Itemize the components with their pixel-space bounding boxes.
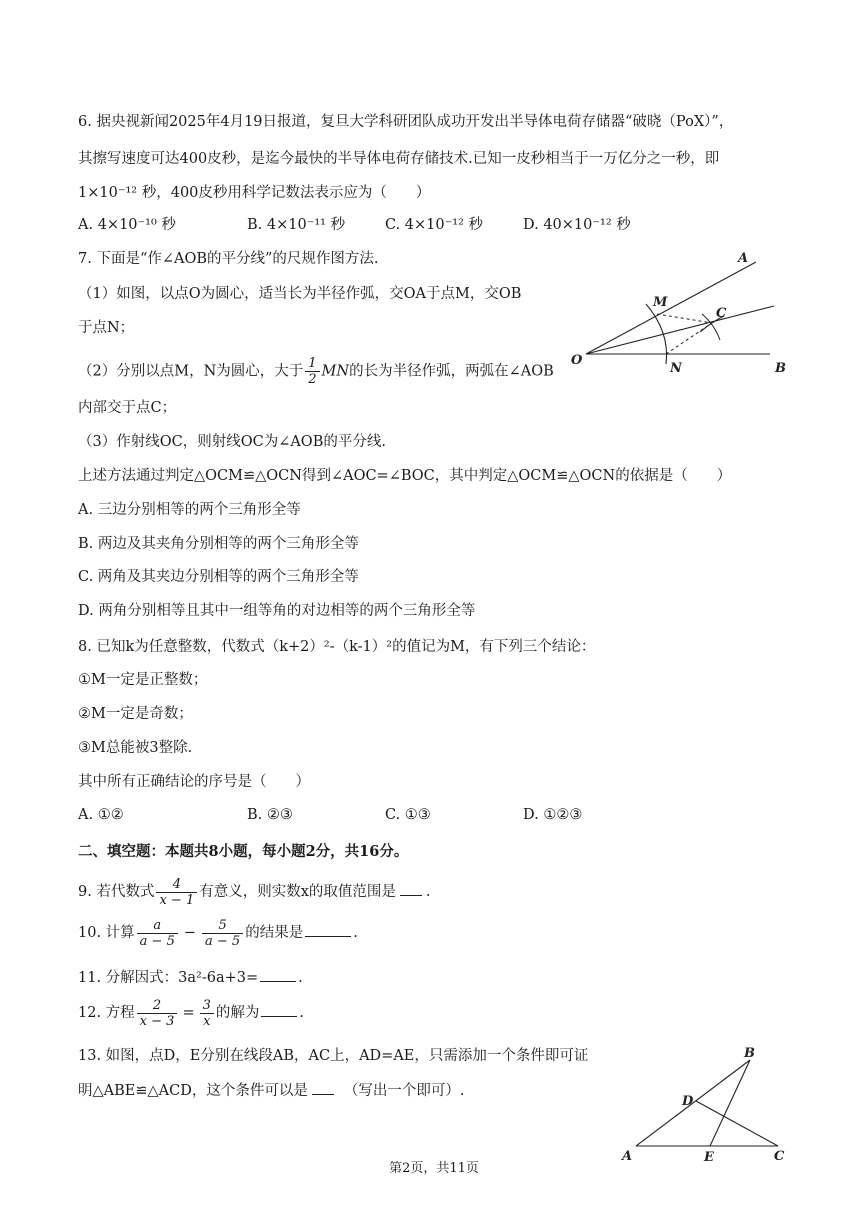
- q8-option-b: B. ②③: [247, 807, 293, 823]
- q10-num2: 5: [218, 917, 227, 933]
- q9-fraction: [156, 877, 197, 908]
- q12-den2: x: [200, 1013, 214, 1029]
- q7-step2a-post: 的长为半径作弧，两弧在∠AOB: [349, 363, 554, 380]
- page-footer: 第2页，共11页: [389, 1161, 479, 1176]
- q11-line: [78, 967, 303, 988]
- q12-post: 的解为: [215, 1005, 260, 1021]
- label-n: N: [670, 361, 682, 376]
- q9-post: 有意义，则实数x的取值范围是: [199, 884, 396, 900]
- label-o: O: [571, 353, 583, 368]
- half-num: 1: [308, 356, 317, 371]
- q10-minus: −: [183, 925, 197, 941]
- q13-line2-post: （写出一个即可）.: [343, 1083, 465, 1099]
- q12-pre: 12. 方程: [78, 1005, 135, 1021]
- q6-option-c: C. 4×10⁻¹² 秒: [385, 217, 484, 233]
- q7-step3: （3）作射线OC，则射线OC为∠AOB的平分线.: [78, 434, 386, 450]
- q10-post: 的结果是: [245, 925, 304, 941]
- q11-end: .: [298, 970, 303, 986]
- q12-num2: 3: [202, 997, 211, 1013]
- q8-option-a: A. ①②: [78, 807, 124, 823]
- q10-pre: 10. 计算: [78, 925, 135, 941]
- q6-option-a: A. 4×10⁻¹⁰ 秒: [78, 217, 176, 233]
- q7-step2a-pre: （2）分别以点M，N为圆心，大于: [78, 363, 304, 380]
- q7-option-b: B. 两边及其夹角分别相等的两个三角形全等: [78, 536, 359, 552]
- mn-label: MN: [321, 363, 350, 380]
- q7-step2b: 内部交于点C；: [78, 400, 177, 416]
- q8-question: 其中所有正确结论的序号是（ ）: [78, 774, 310, 790]
- q11-text: 11. 分解因式：3a²-6a+3=: [78, 970, 259, 986]
- label-a: A: [738, 251, 749, 266]
- q8-line1: 8. 已知k为任意整数，代数式（k+2）²-（k-1）²的值记为M，有下列三个结论：: [78, 639, 596, 655]
- half-den: 2: [305, 371, 319, 387]
- q9-end: .: [425, 884, 431, 900]
- q7-step2a: [78, 356, 554, 387]
- q9-pre: 9. 若代数式: [78, 884, 155, 900]
- q10-answer-blank[interactable]: [305, 922, 351, 937]
- q10-den2: a − 5: [202, 933, 243, 949]
- q12-eq: =: [182, 1005, 195, 1021]
- label-b: B: [775, 361, 786, 376]
- label-e: E: [704, 1150, 714, 1162]
- q11-answer-blank[interactable]: [260, 967, 296, 982]
- q10-line: [78, 916, 358, 950]
- section-2-heading: 二、填空题：本题共8小题，每小题2分，共16分。: [78, 843, 409, 860]
- label-c: C: [716, 306, 727, 321]
- angle-bisector-figure: [568, 246, 798, 378]
- q7-step1b: 于点N；: [78, 320, 135, 336]
- q6-option-b: B. 4×10⁻¹¹ 秒: [247, 217, 346, 233]
- q8-conclusion-1: ①M一定是正整数；: [78, 672, 208, 688]
- label-c2: C: [774, 1149, 785, 1162]
- q6-line1: 6. 据央视新闻2025年4月19日报道，复旦大学科研团队成功开发出半导体电荷存储器“破晓（PoX）”，: [78, 114, 734, 130]
- q6-option-d: D. 40×10⁻¹² 秒: [523, 217, 631, 233]
- q9-den: x − 1: [156, 892, 197, 908]
- q8-conclusion-3: ③M总能被3整除.: [78, 740, 193, 756]
- q10-num1: a: [153, 917, 162, 933]
- q12-line: [78, 996, 304, 1030]
- segment-be: [710, 1060, 750, 1146]
- label-d: D: [682, 1094, 694, 1109]
- q10-end: .: [353, 925, 358, 941]
- q8-option-d: D. ①②③: [523, 807, 583, 823]
- label-b2: B: [744, 1046, 755, 1061]
- q13-answer-blank[interactable]: [312, 1080, 334, 1095]
- label-a2: A: [622, 1149, 633, 1162]
- q7-step1a: （1）如图，以点O为圆心，适当长为半径作弧，交OA于点M，交OB: [78, 286, 522, 302]
- q12-den1: x − 3: [137, 1013, 178, 1029]
- q10-den1: a − 5: [137, 933, 178, 949]
- q8-option-c: C. ①③: [385, 807, 431, 823]
- q7-option-c: C. 两角及其夹边分别相等的两个三角形全等: [78, 569, 359, 585]
- q7-question: 上述方法通过判定△OCM≌△OCN得到∠AOC=∠BOC，其中判定△OCM≌△OCN的依据是（ ）: [78, 468, 732, 484]
- half-fraction: [305, 356, 319, 387]
- q7-option-a: A. 三边分别相等的两个三角形全等: [78, 502, 301, 518]
- q12-end: .: [299, 1005, 304, 1021]
- label-m: M: [653, 295, 668, 310]
- q7-option-d: D. 两角分别相等且其中一组等角的对边相等的两个三角形全等: [78, 603, 476, 619]
- q12-num1: 2: [152, 997, 162, 1013]
- q9-line: [78, 875, 431, 909]
- q13-line2: [78, 1080, 464, 1101]
- q9-answer-blank[interactable]: [400, 881, 422, 896]
- q13-line1: 13. 如图，点D，E分别在线段AB，AC上，AD=AE，只需添加一个条件即可证: [78, 1048, 589, 1064]
- q13-line2-pre: 明△ABE≌△ACD，这个条件可以是: [78, 1083, 308, 1099]
- q12-fraction-1: [137, 998, 178, 1029]
- q8-conclusion-2: ②M一定是奇数；: [78, 706, 193, 722]
- q12-answer-blank[interactable]: [261, 1002, 297, 1017]
- ray-oc: [586, 306, 774, 354]
- q12-fraction-2: [200, 998, 214, 1029]
- q7-intro: 7. 下面是“作∠AOB的平分线”的尺规作图方法.: [78, 251, 379, 267]
- q10-fraction-1: [137, 918, 178, 949]
- q6-line3: 1×10⁻¹² 秒，400皮秒用科学记数法表示应为（ ）: [78, 185, 431, 201]
- segment-dc: [696, 1101, 778, 1146]
- q9-num: 4: [172, 876, 181, 892]
- q6-line2: 其擦写速度可达400皮秒，是迄今最快的半导体电荷存储技术.已知一皮秒相当于一万亿分之一秒，即: [78, 151, 720, 167]
- ray-oa: [586, 262, 756, 354]
- triangle-figure: [618, 1042, 798, 1162]
- arc-mn: [646, 304, 667, 364]
- q10-fraction-2: [202, 918, 243, 949]
